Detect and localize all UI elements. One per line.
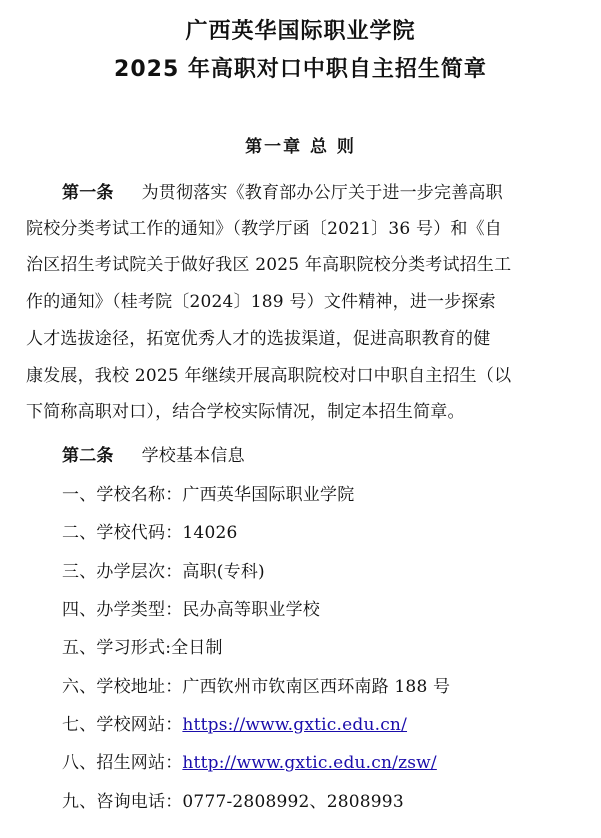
article2-heading: 学校基本信息 (141, 446, 245, 466)
info-item-phone (62, 787, 404, 812)
info-item-school-code (62, 518, 238, 543)
info-value: 高职(专科) (182, 562, 265, 582)
info-value: 全日制 (171, 638, 223, 658)
info-value: 广西钦州市钦南区西环南路 188 号 (182, 677, 451, 697)
info-value: 民办高等职业学校 (182, 600, 321, 620)
info-label: 九、咨询电话： (62, 792, 183, 812)
article1-line: 康发展，我校 2025 年继续开展高职院校对口中职自主招生（以 (26, 366, 512, 386)
chapter-heading: 第一章 总 则 (245, 137, 356, 157)
school-title: 广西英华国际职业学院 (185, 19, 416, 44)
article1-line: 治区招生考试院关于做好我区 2025 年高职院校分类考试招生工 (26, 255, 512, 275)
info-value: 0777-2808992、2808993 (182, 792, 404, 812)
info-item-school-name (62, 480, 354, 505)
article1-label: 第一条 (62, 183, 114, 203)
article2-heading-line (62, 441, 245, 466)
document-title: 2025 年高职对口中职自主招生简章 (114, 57, 487, 82)
article1-first-line (62, 178, 503, 203)
article1-line: 作的通知》（桂考院〔2024〕189 号）文件精神，进一步探索 (26, 292, 496, 312)
info-value: 14026 (182, 523, 238, 543)
info-label: 五、学习形式: (62, 638, 172, 658)
article1-line: 院校分类考试工作的通知》（教学厅函〔2021〕36 号）和《自 (26, 219, 502, 239)
info-item-study-form (62, 633, 223, 658)
article1-line: 为贯彻落实《教育部办公厅关于进一步完善高职 (141, 183, 503, 203)
article1-line: 下简称高职对口），结合学校实际情况，制定本招生简章。 (26, 402, 465, 422)
school-website-link[interactable]: https://www.gxtic.edu.cn/ (182, 715, 408, 735)
info-item-type (62, 595, 320, 620)
article1-line: 人才选拔途径，拓宽优秀人才的选拔渠道，促进高职教育的健 (26, 329, 491, 349)
info-label: 二、学校代码： (62, 523, 183, 543)
info-item-website (62, 710, 407, 735)
info-label: 八、招生网站： (62, 753, 183, 773)
info-label: 一、学校名称： (62, 485, 183, 505)
info-item-admission-site (62, 748, 437, 773)
info-item-address (62, 672, 450, 697)
admission-website-link[interactable]: http://www.gxtic.edu.cn/zsw/ (182, 753, 437, 773)
info-value: 广西英华国际职业学院 (182, 485, 355, 505)
info-item-level (62, 557, 265, 582)
info-label: 六、学校地址： (62, 677, 183, 697)
article2-label: 第二条 (62, 446, 114, 466)
info-label: 三、办学层次： (62, 562, 183, 582)
info-label: 七、学校网站： (62, 715, 183, 735)
info-label: 四、办学类型： (62, 600, 183, 620)
